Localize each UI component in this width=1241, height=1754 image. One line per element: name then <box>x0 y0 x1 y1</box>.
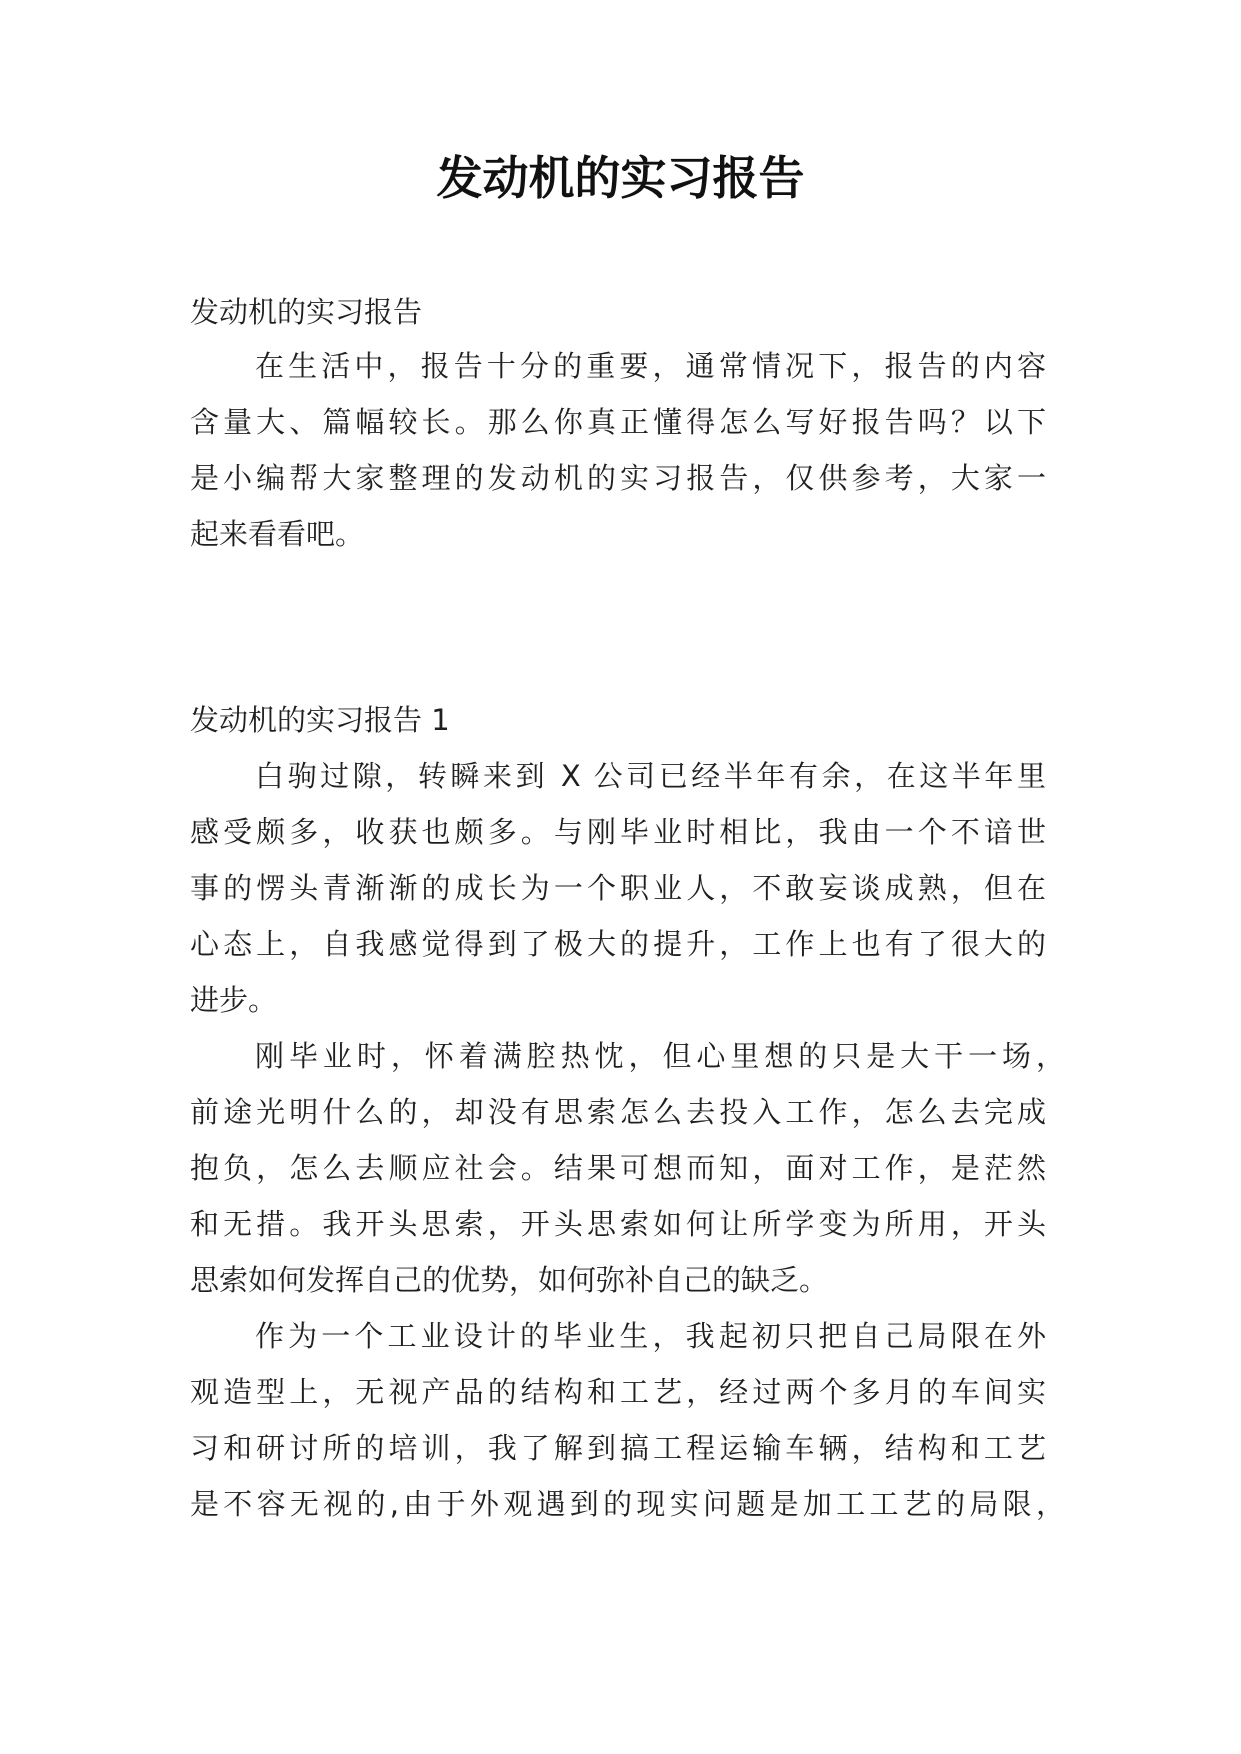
paragraph-line: 在生活中，报告十分的重要，通常情况下，报告的内容 <box>255 349 1046 383</box>
document-title: 发动机的实习报告 <box>436 151 805 205</box>
paragraph-line: 心态上，自我感觉得到了极大的提升，工作上也有了很大的 <box>190 927 1046 961</box>
paragraph-line: 感受颇多，收获也颇多。与刚毕业时相比，我由一个不谙世 <box>190 815 1046 849</box>
paragraph-line: 白驹过隙，转瞬来到 X 公司已经半年有余，在这半年里 <box>255 759 1046 793</box>
paragraph-line: 刚毕业时，怀着满腔热忱，但心里想的只是大干一场， <box>255 1039 1065 1073</box>
paragraph-line: 观造型上，无视产品的结构和工艺，经过两个多月的车间实 <box>190 1375 1046 1409</box>
paragraph-line: 进步。 <box>190 983 278 1017</box>
paragraph-line: 事的愣头青渐渐的成长为一个职业人，不敢妄谈成熟，但在 <box>190 871 1046 905</box>
section-heading: 发动机的实习报告 <box>190 295 423 329</box>
paragraph-line: 思索如何发挥自己的优势，如何弥补自己的缺乏。 <box>190 1263 829 1297</box>
paragraph-line: 习和研讨所的培训，我了解到搞工程运输车辆，结构和工艺 <box>190 1431 1046 1465</box>
paragraph-line: 作为一个工业设计的毕业生，我起初只把自己局限在外 <box>255 1319 1046 1353</box>
paragraph-line: 起来看看吧。 <box>190 517 365 551</box>
paragraph-line: 是不容无视的,由于外观遇到的现实问题是加工工艺的局限， <box>190 1487 1065 1521</box>
paragraph-line: 和无措。我开头思索，开头思索如何让所学变为所用，开头 <box>190 1207 1046 1241</box>
paragraph-line: 是小编帮大家整理的发动机的实习报告，仅供参考，大家一 <box>190 461 1046 495</box>
paragraph-line: 前途光明什么的，却没有思索怎么去投入工作，怎么去完成 <box>190 1095 1046 1129</box>
paragraph-line: 抱负，怎么去顺应社会。结果可想而知，面对工作，是茫然 <box>190 1151 1046 1185</box>
section-heading: 发动机的实习报告 1 <box>190 703 450 737</box>
paragraph-line: 含量大、篇幅较长。那么你真正懂得怎么写好报告吗？以下 <box>190 405 1046 439</box>
